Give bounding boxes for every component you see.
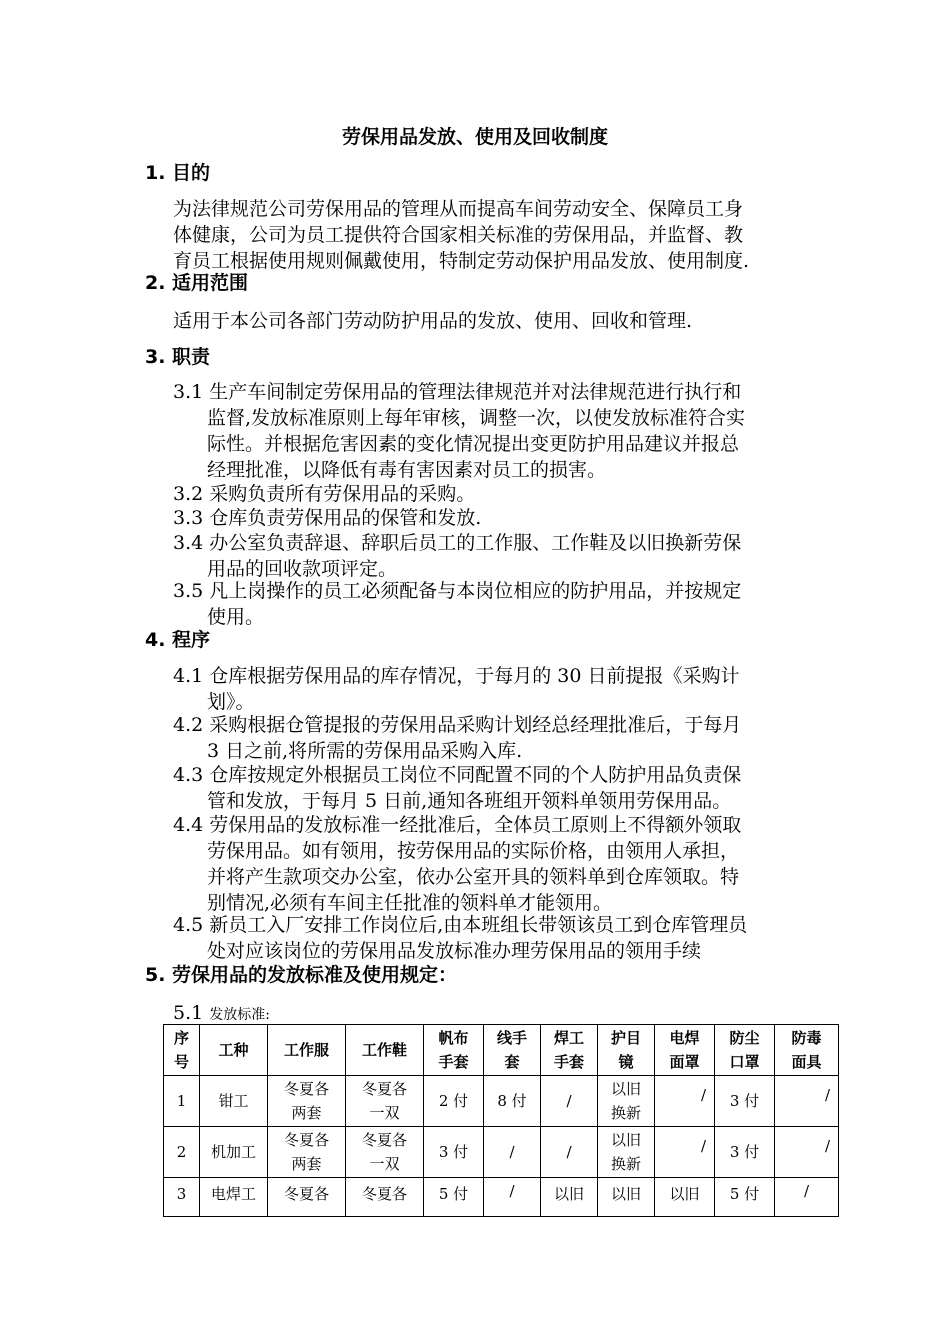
cell-text: / (509, 1143, 515, 1161)
item-line: 4.2 采购根据仓管提报的劳保用品采购计划经总经理批准后，于每月 (173, 714, 742, 736)
cell-text: 两套 (291, 1104, 322, 1122)
table-cell-weld-glove (541, 1076, 598, 1127)
subsection-5-1 (173, 1002, 270, 1026)
cell-text: 2 (176, 1143, 187, 1161)
header-text: 焊工 (553, 1029, 584, 1047)
item-line: 际性。并根据危害因素的变化情况提出变更防护用品建议并报总 (207, 433, 740, 455)
cell-text: 以旧 (610, 1080, 641, 1098)
cell-text: 换新 (610, 1155, 641, 1173)
table-cell-gas (775, 1076, 839, 1127)
table-cell-no (164, 1127, 200, 1178)
header-text: 序 (173, 1029, 189, 1047)
item-line: 4.5 新员工入厂安排工作岗位后,由本班组长带领该员工到仓库管理员 (173, 914, 748, 936)
header-text: 手套 (438, 1053, 469, 1071)
table-header-cell (598, 1025, 655, 1076)
item-line: 4.1 仓库根据劳保用品的库存情况，于每月的 30 日前提报《采购计 (173, 665, 740, 687)
table-header-row (164, 1025, 839, 1076)
item-line: 使用。 (207, 606, 265, 628)
cell-text: 冬夏各 (283, 1131, 329, 1149)
cell-text: 冬夏各 (361, 1080, 407, 1098)
cell-text: / (700, 1137, 706, 1155)
item-line: 3.5 凡上岗操作的员工必须配备与本岗位相应的防护用品，并按规定 (173, 580, 742, 602)
section-3-item-3 (173, 505, 853, 531)
cell-text: 电焊工 (210, 1185, 256, 1203)
table-cell-dust (715, 1178, 775, 1217)
cell-text: 冬夏各 (361, 1185, 407, 1203)
table-cell-clothes (268, 1076, 346, 1127)
table-cell-no (164, 1178, 200, 1217)
section-5-heading: 5. 劳保用品的发放标准及使用规定： (145, 964, 458, 986)
section-1-line: 体健康，公司为员工提供符合国家相关标准的劳保用品，并监督、教 (173, 224, 744, 246)
cell-text: 1 (176, 1092, 187, 1110)
table-cell-weld-glove (541, 1127, 598, 1178)
table-cell-mask (655, 1178, 715, 1217)
table-header-cell (715, 1025, 775, 1076)
section-2-heading: 2. 适用范围 (145, 272, 249, 294)
table-cell-canvas (424, 1178, 484, 1217)
item-line: 4.3 仓库按规定外根据员工岗位不同配置不同的个人防护用品负责保 (173, 764, 742, 786)
table-row (164, 1076, 839, 1127)
table-header-cell (484, 1025, 541, 1076)
table-row (164, 1127, 839, 1178)
table-cell-gas (775, 1127, 839, 1178)
item-line: 监督,发放标准原则上每年审核，调整一次，以使发放标准符合实 (207, 407, 746, 429)
cell-text: / (824, 1137, 830, 1155)
table-header-cell (200, 1025, 268, 1076)
cell-text: / (566, 1092, 572, 1110)
table-cell-mask (655, 1127, 715, 1178)
item-line: 3.3 仓库负责劳保用品的保管和发放. (173, 507, 482, 529)
header-text: 帆布 (438, 1029, 469, 1047)
cell-text: / (824, 1086, 830, 1104)
table-cell-gas (775, 1178, 839, 1217)
item-line: 3.2 采购负责所有劳保用品的采购。 (173, 483, 476, 505)
cell-text: 钳工 (218, 1092, 249, 1110)
section-3-item-2 (173, 481, 853, 507)
item-line: 4.4 劳保用品的发放标准一经批准后，全体员工原则上不得额外领取 (173, 814, 742, 836)
cell-text: 冬夏各 (361, 1131, 407, 1149)
table-cell-canvas (424, 1076, 484, 1127)
cell-text: 以旧 (553, 1185, 584, 1203)
cell-text: 换新 (610, 1104, 641, 1122)
cell-text: 以旧 (610, 1185, 641, 1203)
header-text: 防尘 (729, 1029, 760, 1047)
table-cell-goggles (598, 1127, 655, 1178)
cell-text: 5 付 (438, 1185, 469, 1203)
header-text: 面罩 (669, 1053, 700, 1071)
section-3-item-1 (173, 379, 853, 483)
section-1-body (173, 196, 853, 274)
section-4-item-5 (173, 912, 853, 964)
cell-text: 5 付 (729, 1185, 760, 1203)
item-line: 管和发放，于每月 5 日前,通知各班组开领料单领用劳保用品。 (207, 790, 732, 812)
cell-text: 一双 (369, 1104, 400, 1122)
section-4-item-3 (173, 762, 853, 814)
header-text: 镜 (618, 1053, 634, 1071)
table-cell-canvas (424, 1127, 484, 1178)
table-cell-type (200, 1127, 268, 1178)
item-line: 处对应该岗位的劳保用品发放标准办理劳保用品的领用手续 (207, 940, 702, 962)
table-cell-clothes (268, 1178, 346, 1217)
document-title: 劳保用品发放、使用及回收制度 (341, 126, 608, 148)
cell-text: / (566, 1143, 572, 1161)
section-4-item-2 (173, 712, 853, 764)
header-text: 护目 (610, 1029, 641, 1047)
section-1-heading: 1. 目的 (145, 162, 211, 184)
header-text: 线手 (496, 1029, 527, 1047)
header-text: 电焊 (669, 1029, 700, 1047)
cell-text: 两套 (291, 1155, 322, 1173)
section-2-body (173, 308, 853, 334)
header-text: 号 (173, 1053, 189, 1071)
header-text: 工作鞋 (361, 1041, 407, 1059)
table-cell-shoes (346, 1076, 424, 1127)
item-line: 别情况,必须有车间主任批准的领料单才能领用。 (207, 892, 613, 914)
table-cell-type (200, 1178, 268, 1217)
item-line: 划》。 (207, 691, 255, 713)
cell-text: 冬夏各 (283, 1080, 329, 1098)
table-cell-goggles (598, 1178, 655, 1217)
table-header-cell (655, 1025, 715, 1076)
item-line: 用品的回收款项评定。 (207, 558, 398, 580)
table-cell-weld-glove (541, 1178, 598, 1217)
table-cell-cotton (484, 1178, 541, 1217)
table-header-cell (775, 1025, 839, 1076)
section-4-item-1 (173, 663, 853, 715)
table-cell-cotton (484, 1076, 541, 1127)
header-text: 手套 (553, 1053, 584, 1071)
table-header-cell (164, 1025, 200, 1076)
table-cell-cotton (484, 1127, 541, 1178)
header-text: 套 (504, 1053, 520, 1071)
item-line: 3.4 办公室负责辞退、辞职后员工的工作服、工作鞋及以旧换新劳保 (173, 532, 742, 554)
header-text: 工作服 (283, 1041, 329, 1059)
table-cell-no (164, 1076, 200, 1127)
table-cell-shoes (346, 1127, 424, 1178)
cell-text: 3 付 (729, 1143, 760, 1161)
table-header-cell (346, 1025, 424, 1076)
item-line: 劳保用品。如有领用，按劳保用品的实际价格，由领用人承担， (207, 840, 740, 862)
item-line: 并将产生款项交办公室，依办公室开具的领料单到仓库领取。特 (207, 866, 740, 888)
table-header-cell (268, 1025, 346, 1076)
header-text: 面具 (791, 1053, 822, 1071)
cell-text: 3 (176, 1185, 187, 1203)
table-row (164, 1178, 839, 1217)
issuance-standard-table (163, 1024, 839, 1217)
cell-text: 一双 (369, 1155, 400, 1173)
section-1-line: 为法律规范公司劳保用品的管理从而提高车间劳动安全、保障员工身 (173, 198, 744, 220)
header-text: 工种 (218, 1041, 249, 1059)
section-4-item-4 (173, 812, 853, 916)
table-cell-dust (715, 1127, 775, 1178)
section-1-line: 育员工根据使用规则佩戴使用，特制定劳动保护用品发放、使用制度. (173, 250, 750, 272)
cell-text: 冬夏各 (283, 1185, 329, 1203)
cell-text: 3 付 (438, 1143, 469, 1161)
cell-text: 以旧 (610, 1131, 641, 1149)
table-cell-dust (715, 1076, 775, 1127)
table-cell-clothes (268, 1127, 346, 1178)
section-3-item-4 (173, 530, 853, 582)
item-line: 3 日之前,将所需的劳保用品采购入库. (207, 740, 523, 762)
section-3-item-5 (173, 578, 853, 630)
cell-text: 8 付 (497, 1092, 527, 1110)
table-cell-type (200, 1076, 268, 1127)
cell-text: / (509, 1182, 515, 1200)
table-header-cell (424, 1025, 484, 1076)
table-cell-goggles (598, 1076, 655, 1127)
subsection-number: 5.1 (173, 1002, 204, 1024)
cell-text: 以旧 (669, 1185, 700, 1203)
cell-text: / (700, 1086, 706, 1104)
cell-text: / (803, 1182, 810, 1200)
section-4-heading: 4. 程序 (145, 629, 211, 651)
item-line: 经理批准，以降低有毒有害因素对员工的损害。 (207, 459, 607, 481)
cell-text: 机加工 (210, 1143, 256, 1161)
table-cell-shoes (346, 1178, 424, 1217)
cell-text: 3 付 (729, 1092, 760, 1110)
table-cell-mask (655, 1076, 715, 1127)
header-text: 防毒 (791, 1029, 822, 1047)
header-text: 口罩 (729, 1053, 760, 1071)
section-3-heading: 3. 职责 (145, 346, 211, 368)
subsection-label: 发放标准: (209, 1007, 270, 1023)
table-header-cell (541, 1025, 598, 1076)
cell-text: 2 付 (438, 1092, 469, 1110)
item-line: 3.1 生产车间制定劳保用品的管理法律规范并对法律规范进行执行和 (173, 381, 742, 403)
section-2-text: 适用于本公司各部门劳动防护用品的发放、使用、回收和管理. (173, 310, 693, 332)
